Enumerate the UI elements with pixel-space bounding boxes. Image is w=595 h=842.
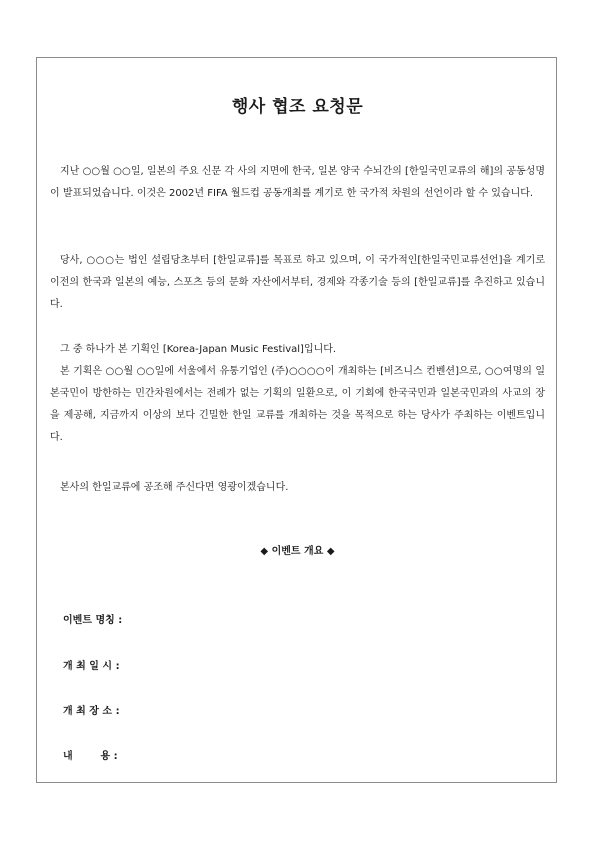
paragraph-3: 그 중 하나가 본 기획인 [Korea-Japan Music Festival]입니다.: [60, 344, 337, 355]
paragraph-4: 본 기획은 ○○월 ○○일에 서울에서 유통기업인 (주)○○○○이 개최하는 [비즈니스 컨벤션]으로, ○○여명의 일본국민이 방한하는 민간차원에서는 전례가 없는 기획의 일환으로, 이 기회에 한국국민과 일본국민과의 사교의 장을 제공해, 지금까지 이상의 보다 긴밀한 한일 교류를 개최하는 것을 목적으로 하는 당사가 주최하는 이벤트입니다.: [50, 366, 545, 443]
paragraph-block-1: [50, 161, 545, 205]
paragraph-block-2: [50, 250, 545, 316]
paragraph-1: 지난 ○○월 ○○일, 일본의 주요 신문 각 사의 지면에 한국, 일본 양국 수뇌간의 [한일국민교류의 해]의 공동성명이 발표되었습니다. 이것은 2002년 FIFA 월드컵 공동개최를 계기로 한 국가적 차원의 선언이라 할 수 있습니다.: [50, 166, 545, 199]
document-title: 행사 협조 요청문: [231, 97, 364, 117]
field-event-content: 내 용 :: [63, 751, 118, 762]
paragraph-block-3: [50, 339, 545, 449]
field-event-venue: 개 최 장 소 :: [63, 706, 120, 717]
event-overview-heading: ◆ 이벤트 개요 ◆: [260, 546, 335, 557]
field-event-date: 개 최 일 시 :: [63, 661, 120, 672]
paragraph-block-4: [50, 477, 545, 499]
field-event-name: 이벤트 명칭 :: [63, 615, 123, 626]
paragraph-5: 본사의 한일교류에 공조해 주신다면 영광이겠습니다.: [60, 482, 289, 493]
paragraph-2: 당사, ○○○는 법인 설립당초부터 [한일교류]를 목표로 하고 있으며, 이 국가적인[한일국민교류선언]을 계기로 이전의 한국과 일본의 예능, 스포츠 등의 문화 자산에서부터, 경제와 각종기술 등의 [한일교류]를 추진하고 있습니다.: [50, 255, 545, 310]
